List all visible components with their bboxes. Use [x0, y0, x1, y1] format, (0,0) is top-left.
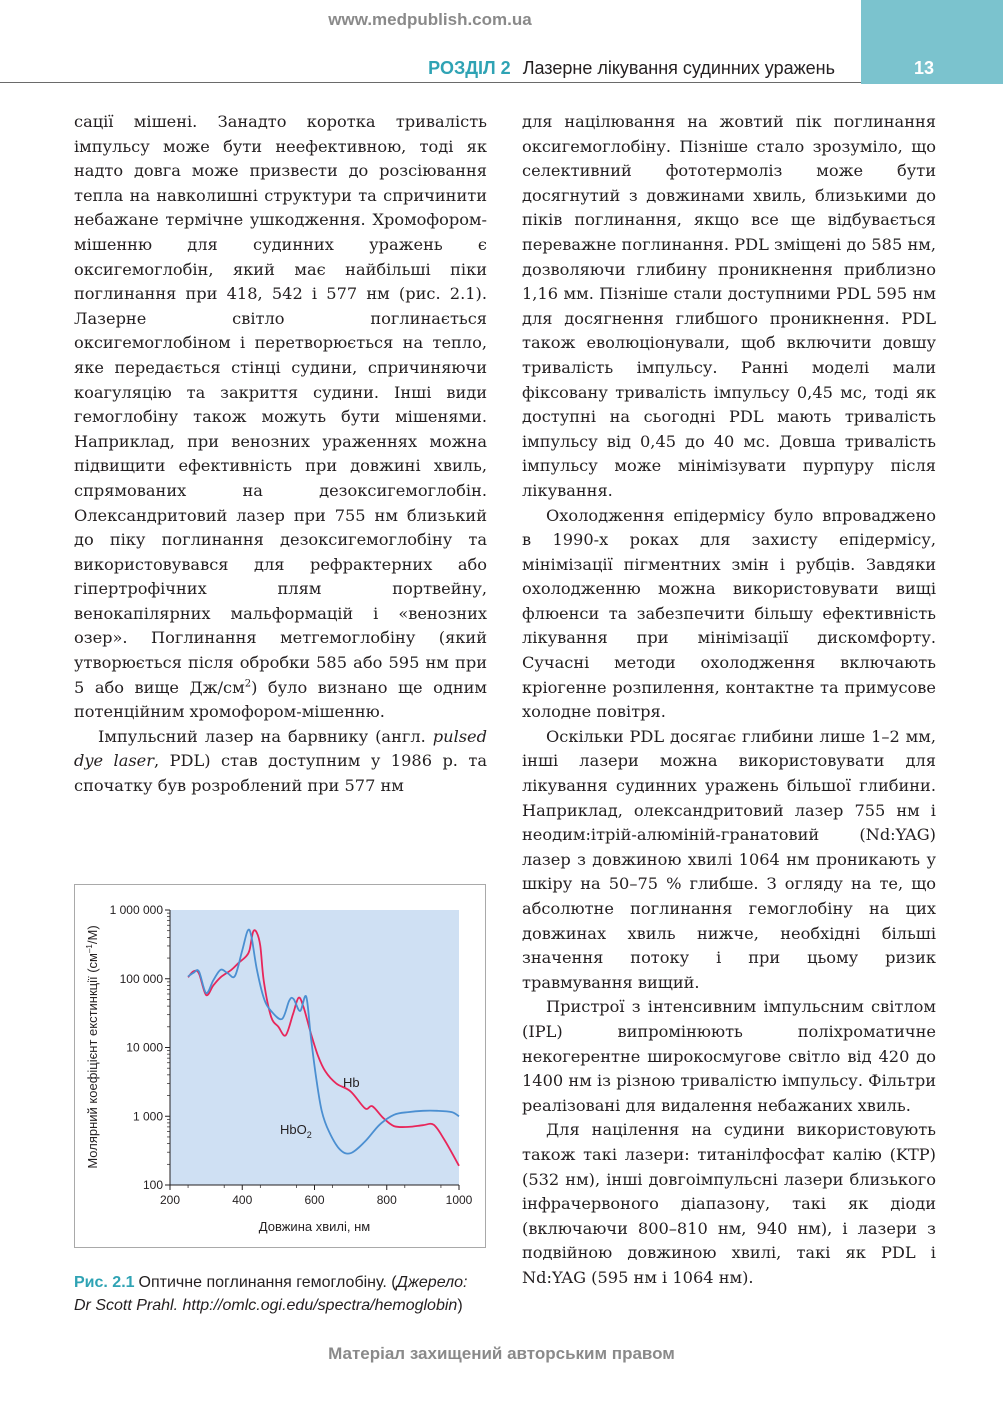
section-title: Лазерне лікування судинних уражень [522, 58, 835, 78]
x-tick-label: 600 [304, 1193, 325, 1207]
right-paragraph-1: для націлювання на жовтий пік поглинання оксигемоглобіну. Пізніше стало зрозуміло, що селективний фототермоліз може бути досягнутий з довжинами хвиль, близькими до піків поглинання, якщо все ще відбувається переважне поглинання. PDL зміщені до 585 нм, дозволяючи глибину проникнення приблизно 1,16 мм. Пізніше стали доступними PDL 595 нм для досягнення глибшого проникнення. PDL також еволюціонували, щоб включити довшу тривалість імпульсу. Ранні моделі мали фіксовану тривалість імпульсу 0,45 мс, тоді як доступні на сьогодні PDL мають тривалість імпульсу від 0,45 до 40 мс. Довша тривалість імпульсу може мінімізувати пурпуру після лікування. [522, 112, 936, 500]
left-paragraph-1 [74, 110, 487, 725]
copyright-notice: Матеріал захищений авторським правом [328, 1344, 675, 1363]
running-header [428, 58, 835, 79]
site-url: www.medpublish.com.ua [328, 10, 532, 29]
caption-label: Рис. 2.1 [74, 1274, 135, 1291]
left-paragraph-1-end: ) було визнано ще одним потенційним хромофором-мішенню. [74, 677, 487, 722]
x-tick-label: 200 [159, 1193, 181, 1207]
x-axis-label: Довжина хвилі, нм [258, 1219, 371, 1234]
left-paragraph-2-end: , PDL) став доступним у 1986 р. та спочатку був розроблений при 577 нм [74, 751, 487, 796]
y-axis-label-main: Молярний коефіцієнт екстинкції (см [85, 953, 100, 1169]
y-axis-label-sup: –1 [85, 944, 94, 954]
y-tick-label: 10 000 [126, 1040, 163, 1055]
x-tick-label: 400 [232, 1193, 253, 1207]
left-paragraph-2 [74, 725, 487, 799]
y-axis-label [85, 925, 100, 1168]
y-tick-label: 100 000 [119, 971, 163, 986]
right-paragraph-5: Для націлення на судини використовують також такі лазери: титанілфосфат калію (KTP) (532 нм), інші довгоімпульсні лазери близького інфрачервоного діапазону, такі як діоди (включаючи 800–810 нм, 940 нм), і лазери з подвійною довжиною хвилі, такі як PDL і Nd:YAG (595 нм і 1064 нм). [522, 1120, 936, 1287]
x-tick-label: 800 [376, 1193, 397, 1207]
y-tick-label: 1 000 000 [109, 903, 163, 917]
page-number: 13 [913, 58, 935, 78]
series-label-hbo2-main: HbO [280, 1122, 307, 1137]
y-axis-label-end: /M) [85, 925, 100, 945]
right-column [522, 110, 936, 1291]
caption-close: ) [457, 1296, 463, 1314]
right-paragraph-4: Пристрої з інтенсивним імпульсним світлом (IPL) випромінюють поліхроматичне некогерентне широкосмугове світло від 420 до 1400 нм із різною тривалістю імпульсу. Фільтри реалізовані для видалення небажаних хвиль. [522, 997, 936, 1115]
left-paragraph-2-text: Імпульсний лазер на барвнику (англ. [98, 726, 433, 746]
series-label-hb: Hb [343, 1075, 360, 1090]
caption-source: Джерело: Dr Scott Prahl. http://omlc.ogi.edu/spectra/hemoglobin [74, 1274, 468, 1314]
caption-text: Оптичне поглинання гемоглобіну. ( [138, 1274, 397, 1291]
x-tick-label: 1000 [445, 1193, 473, 1207]
left-paragraph-1-sup: 2 [244, 678, 252, 690]
left-paragraph-1-text: сації мішені. Занадто коротка тривалість імпульсу може бути неефективною, тоді як надто довга може призвести до розсіювання тепла на навколишні структури та спричинити небажане термічне ушкодження. Хромофором-мішенню для судинних уражень є оксигемоглобін, який має найбільші піки поглинання при 418, 542 і 577 нм (рис. 2.1). Лазерне світло поглинається оксигемоглобіном і перетворюється на тепло, яке передається стінці судини, спричиняючи коагуляцію та закриття судини. Інші види гемоглобіну також можуть бути мішенями. Наприклад, при венозних ураженнях можна підвищити ефективність при довжині хвиль, спрямованих на дезоксигемоглобін. Олександритовий лазер при 755 нм близький до піку поглинання дезоксигемоглобіну та використовувався для рефрактерних або гіпертрофічних плям портвейну, венокапілярних мальформацій і «венозних озер». Поглинання метгемоглобіну (який утворюється після обробки 585 або 595 нм при 5 або вище Дж/см [74, 112, 487, 697]
section-label: РОЗДІЛ 2 [428, 58, 511, 78]
figure-frame [74, 884, 486, 1248]
right-paragraph-3: Оскільки PDL досягає глибини лише 1–2 мм, інші лазери можна використовувати для лікування судинних уражень більшої глибини. Наприклад, олександритовий лазер 755 нм і неодим:ітрій-алюміній-гранатовий (Nd:YAG) лазер з довжиною хвилі 1064 нм проникають у шкіру на 50–75 % глибше. З огляду на те, що абсолютне поглинання гемоглобіну на цих довжинах хвиль нижче, необхідні більші значення потоку і при цьому ризик травмування вищий. [522, 726, 936, 992]
y-tick-label: 100 [142, 1178, 163, 1192]
header-divider [0, 82, 861, 83]
y-tick-label: 1 000 [132, 1109, 163, 1124]
right-paragraph-2: Охолодження епідермісу було впроваджено в 1990-х роках для захисту епідермісу, мінімізації пігментних змін і рубців. Завдяки охолодженню можна використовувати вищі флюенси та забезпечити більшу ефективність лікування при мінімізації дискомфорту. Сучасні методи охолодження включають кріогенне розпилення, контактне та примусове холодне повітря. [522, 505, 936, 722]
left-column [74, 110, 487, 799]
figure-caption [74, 1272, 488, 1317]
series-label-hbo2-sub: 2 [306, 1130, 312, 1140]
absorption-chart [75, 885, 485, 1247]
left-paragraph-2-italic: pulsed dye laser [74, 726, 487, 771]
